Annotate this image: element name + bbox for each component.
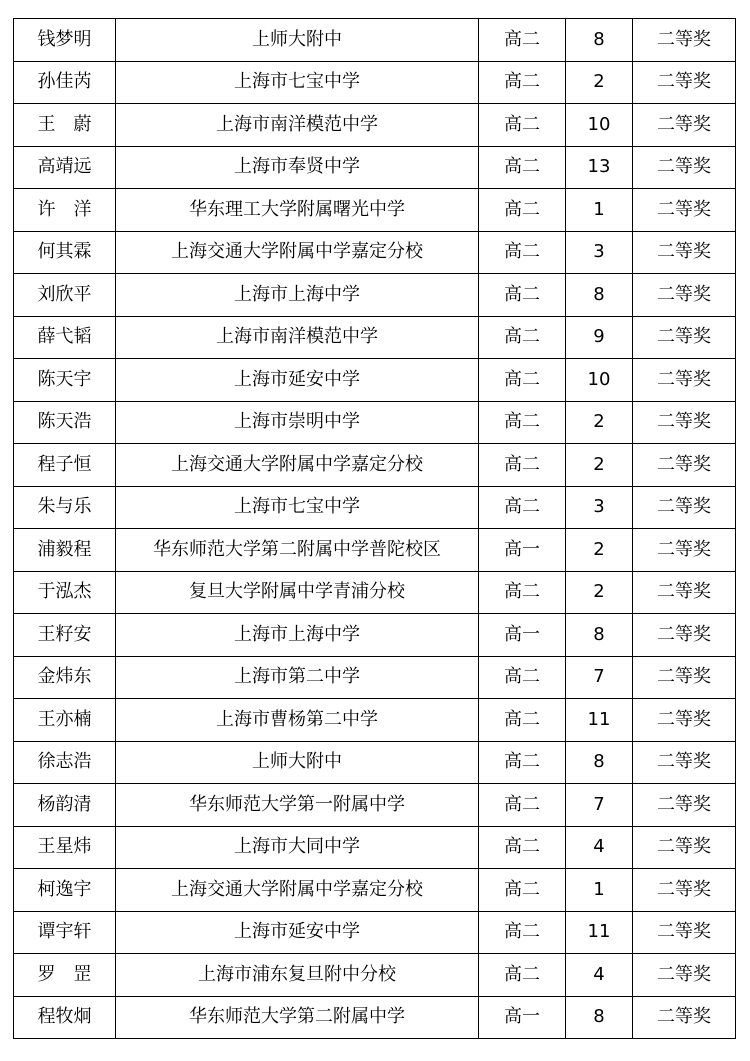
table-row xyxy=(14,741,736,784)
student-name-cell: 柯逸宇 xyxy=(14,869,116,912)
grade-cell: 高二 xyxy=(479,146,566,189)
grade-cell: 高二 xyxy=(479,189,566,232)
grade-cell: 高二 xyxy=(479,104,566,147)
grade-cell: 高二 xyxy=(479,19,566,62)
grade-cell: 高二 xyxy=(479,359,566,402)
number-cell: 2 xyxy=(566,401,633,444)
number-cell: 8 xyxy=(566,741,633,784)
number-cell: 9 xyxy=(566,316,633,359)
award-cell: 二等奖 xyxy=(633,274,736,317)
school-cell: 上师大附中 xyxy=(116,19,479,62)
grade-cell: 高二 xyxy=(479,486,566,529)
award-cell: 二等奖 xyxy=(633,61,736,104)
student-name-cell: 罗 罡 xyxy=(14,954,116,997)
school-cell: 上师大附中 xyxy=(116,741,479,784)
grade-cell: 高二 xyxy=(479,571,566,614)
school-cell: 上海市崇明中学 xyxy=(116,401,479,444)
grade-cell: 高二 xyxy=(479,231,566,274)
award-cell: 二等奖 xyxy=(633,104,736,147)
award-cell: 二等奖 xyxy=(633,19,736,62)
table-row xyxy=(14,316,736,359)
student-name-cell: 谭宇轩 xyxy=(14,911,116,954)
award-cell: 二等奖 xyxy=(633,869,736,912)
number-cell: 11 xyxy=(566,699,633,742)
number-cell: 8 xyxy=(566,274,633,317)
award-cell: 二等奖 xyxy=(633,486,736,529)
number-cell: 3 xyxy=(566,231,633,274)
grade-cell: 高二 xyxy=(479,826,566,869)
number-cell: 4 xyxy=(566,826,633,869)
school-cell: 上海市浦东复旦附中分校 xyxy=(116,954,479,997)
school-cell: 上海市上海中学 xyxy=(116,274,479,317)
award-cell: 二等奖 xyxy=(633,401,736,444)
school-cell: 华东师范大学第一附属中学 xyxy=(116,784,479,827)
grade-cell: 高一 xyxy=(479,614,566,657)
table-row xyxy=(14,529,736,572)
school-cell: 华东理工大学附属曙光中学 xyxy=(116,189,479,232)
number-cell: 8 xyxy=(566,19,633,62)
award-cell: 二等奖 xyxy=(633,614,736,657)
grade-cell: 高二 xyxy=(479,784,566,827)
table-row xyxy=(14,784,736,827)
table-row xyxy=(14,274,736,317)
number-cell: 10 xyxy=(566,104,633,147)
student-name-cell: 钱梦明 xyxy=(14,19,116,62)
table-row xyxy=(14,401,736,444)
table-row xyxy=(14,231,736,274)
table-row xyxy=(14,189,736,232)
student-name-cell: 何其霖 xyxy=(14,231,116,274)
table-row xyxy=(14,444,736,487)
number-cell: 10 xyxy=(566,359,633,402)
school-cell: 华东师范大学第二附属中学 xyxy=(116,996,479,1039)
school-cell: 上海市第二中学 xyxy=(116,656,479,699)
table-row xyxy=(14,61,736,104)
table-row xyxy=(14,869,736,912)
school-cell: 上海市南洋模范中学 xyxy=(116,316,479,359)
grade-cell: 高二 xyxy=(479,699,566,742)
table-row xyxy=(14,614,736,657)
award-cell: 二等奖 xyxy=(633,699,736,742)
table-row xyxy=(14,571,736,614)
number-cell: 3 xyxy=(566,486,633,529)
table-row xyxy=(14,656,736,699)
award-cell: 二等奖 xyxy=(633,189,736,232)
award-cell: 二等奖 xyxy=(633,911,736,954)
award-cell: 二等奖 xyxy=(633,954,736,997)
student-name-cell: 于泓杰 xyxy=(14,571,116,614)
number-cell: 13 xyxy=(566,146,633,189)
school-cell: 上海市七宝中学 xyxy=(116,61,479,104)
number-cell: 4 xyxy=(566,954,633,997)
table-row xyxy=(14,996,736,1039)
grade-cell: 高二 xyxy=(479,444,566,487)
table-row xyxy=(14,104,736,147)
school-cell: 复旦大学附属中学青浦分校 xyxy=(116,571,479,614)
award-cell: 二等奖 xyxy=(633,741,736,784)
school-cell: 上海市七宝中学 xyxy=(116,486,479,529)
award-cell: 二等奖 xyxy=(633,571,736,614)
grade-cell: 高一 xyxy=(479,529,566,572)
school-cell: 上海市南洋模范中学 xyxy=(116,104,479,147)
award-cell: 二等奖 xyxy=(633,996,736,1039)
student-name-cell: 程子恒 xyxy=(14,444,116,487)
number-cell: 2 xyxy=(566,529,633,572)
school-cell: 上海市上海中学 xyxy=(116,614,479,657)
table-row xyxy=(14,911,736,954)
award-cell: 二等奖 xyxy=(633,826,736,869)
grade-cell: 高二 xyxy=(479,61,566,104)
student-name-cell: 浦毅程 xyxy=(14,529,116,572)
table-row xyxy=(14,826,736,869)
school-cell: 上海交通大学附属中学嘉定分校 xyxy=(116,444,479,487)
student-name-cell: 王籽安 xyxy=(14,614,116,657)
student-name-cell: 徐志浩 xyxy=(14,741,116,784)
table-row xyxy=(14,486,736,529)
school-cell: 上海市奉贤中学 xyxy=(116,146,479,189)
grade-cell: 高二 xyxy=(479,401,566,444)
school-cell: 华东师范大学第二附属中学普陀校区 xyxy=(116,529,479,572)
student-name-cell: 王星炜 xyxy=(14,826,116,869)
grade-cell: 高二 xyxy=(479,316,566,359)
student-name-cell: 程牧炯 xyxy=(14,996,116,1039)
number-cell: 2 xyxy=(566,571,633,614)
grade-cell: 高二 xyxy=(479,869,566,912)
number-cell: 11 xyxy=(566,911,633,954)
number-cell: 1 xyxy=(566,189,633,232)
number-cell: 7 xyxy=(566,784,633,827)
grade-cell: 高二 xyxy=(479,911,566,954)
award-cell: 二等奖 xyxy=(633,146,736,189)
student-name-cell: 王亦楠 xyxy=(14,699,116,742)
table-row xyxy=(14,19,736,62)
award-cell: 二等奖 xyxy=(633,316,736,359)
school-cell: 上海市曹杨第二中学 xyxy=(116,699,479,742)
student-name-cell: 薛弋韬 xyxy=(14,316,116,359)
number-cell: 7 xyxy=(566,656,633,699)
number-cell: 8 xyxy=(566,614,633,657)
school-cell: 上海市大同中学 xyxy=(116,826,479,869)
grade-cell: 高一 xyxy=(479,996,566,1039)
award-cell: 二等奖 xyxy=(633,444,736,487)
award-cell: 二等奖 xyxy=(633,359,736,402)
grade-cell: 高二 xyxy=(479,954,566,997)
student-name-cell: 王 蔚 xyxy=(14,104,116,147)
award-table xyxy=(13,18,736,1039)
table-row xyxy=(14,359,736,402)
school-cell: 上海交通大学附属中学嘉定分校 xyxy=(116,231,479,274)
award-cell: 二等奖 xyxy=(633,656,736,699)
school-cell: 上海市延安中学 xyxy=(116,359,479,402)
student-name-cell: 许 洋 xyxy=(14,189,116,232)
student-name-cell: 高靖远 xyxy=(14,146,116,189)
student-name-cell: 孙佳芮 xyxy=(14,61,116,104)
table-row xyxy=(14,954,736,997)
table-row xyxy=(14,699,736,742)
grade-cell: 高二 xyxy=(479,274,566,317)
student-name-cell: 金炜东 xyxy=(14,656,116,699)
school-cell: 上海市延安中学 xyxy=(116,911,479,954)
grade-cell: 高二 xyxy=(479,741,566,784)
student-name-cell: 刘欣平 xyxy=(14,274,116,317)
grade-cell: 高二 xyxy=(479,656,566,699)
number-cell: 8 xyxy=(566,996,633,1039)
student-name-cell: 陈天宇 xyxy=(14,359,116,402)
table-row xyxy=(14,146,736,189)
award-cell: 二等奖 xyxy=(633,529,736,572)
award-cell: 二等奖 xyxy=(633,784,736,827)
school-cell: 上海交通大学附属中学嘉定分校 xyxy=(116,869,479,912)
student-name-cell: 朱与乐 xyxy=(14,486,116,529)
award-cell: 二等奖 xyxy=(633,231,736,274)
number-cell: 1 xyxy=(566,869,633,912)
number-cell: 2 xyxy=(566,444,633,487)
student-name-cell: 陈天浩 xyxy=(14,401,116,444)
number-cell: 2 xyxy=(566,61,633,104)
award-table-body xyxy=(14,19,736,1039)
student-name-cell: 杨韵清 xyxy=(14,784,116,827)
